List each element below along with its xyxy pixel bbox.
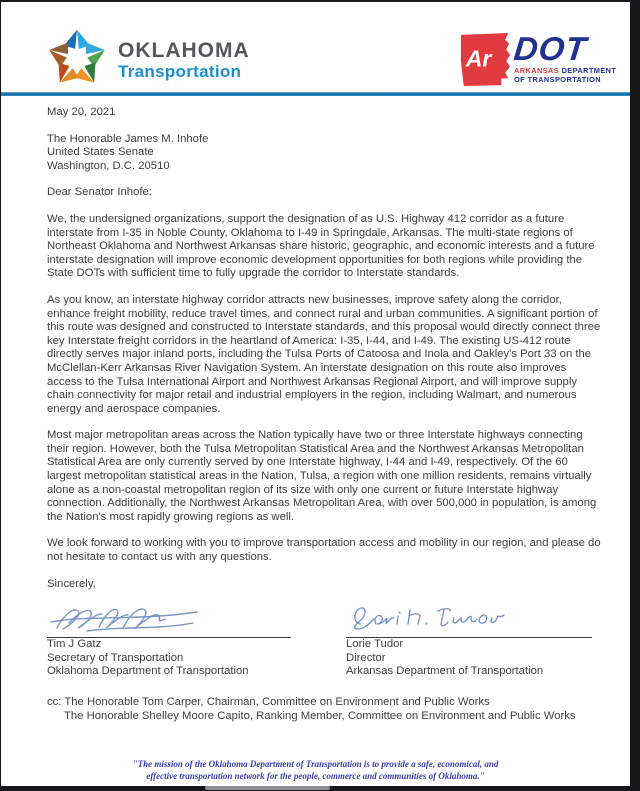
signatory-org: Arkansas Department of Transportation bbox=[346, 665, 544, 678]
ardot-department-label: DEPARTMENT bbox=[561, 65, 617, 75]
signatory-title: Director bbox=[346, 651, 386, 664]
paragraph-2: As you know, an interstate highway corridor attracts new businesses, improve safety along the corridor, enhance freight mobility, reduce travel times, and connect rural and urban communities. A significant portion of this route was designed and constructed to Interstate standards, and this proposal would directly connect three key Interstate freight corridors in the heartland of America: I-35, I-44, and I-49. The existing US-412 route directly serves major inland ports, including the Tulsa Ports of Catoosa and Inola and Oakley's Port 33 on the McClellan-Kerr Arkansas River Navigation System. An interstate designation on this route also improves access to the Tulsa International Airport and Northwest Arkansas Regional Airport, and will improve supply chain connectivity for major retail and industrial employers in the region, including Walmart, and numerous energy and aerospace companies. bbox=[47, 293, 601, 415]
mission-line-1: "The mission of the Oklahoma Department of Transportation is to provide a safe, economical, and bbox=[132, 759, 499, 769]
mission-line-2: effective transportation network for the people, commerce and communities of Oklahoma." bbox=[146, 770, 485, 781]
signatory-left bbox=[47, 602, 346, 679]
oklahoma-dot-logo bbox=[45, 27, 250, 91]
tim-gatz-signature bbox=[47, 602, 247, 636]
letter-date: May 20, 2021 bbox=[47, 106, 116, 118]
signatory-title: Secretary of Transportation bbox=[47, 651, 184, 664]
lorie-tudor-signature bbox=[346, 602, 546, 636]
oklahoma-star-icon bbox=[45, 27, 109, 91]
signatory-right bbox=[346, 602, 602, 679]
ardot-arkansas-label: ARKANSAS bbox=[514, 65, 560, 75]
cc-line-1: cc: The Honorable Tom Carper, Chairman, Committee on Environment and Public Works bbox=[47, 696, 490, 708]
signatory-name: Lorie Tudor bbox=[346, 638, 404, 651]
letter-content bbox=[47, 106, 602, 723]
ardot-subtitle-line1 bbox=[514, 67, 616, 74]
cc-block bbox=[47, 696, 602, 723]
paragraph-3: Most major metropolitan areas across the Nation typically have two or three Interstate highways connecting their region. However, both the Tulsa Metropolitan Statistical Area and the Northwest Arkansas Metropolitan Statistical Area are only currently served by one Interstate highway, I-44 and I-49, respectively. Of the 60 largest metropolitan statistical areas in the Nation, Tulsa, a region with one million residents, remains virtually alone as a non-coastal metropolitan region of its size with only one current or future Interstate highway connection. Additionally, the Northwest Arkansas Metropolitan Area, with over 500,000 in population, is among the Nation's most rapidly growing regions as well. bbox=[47, 429, 597, 523]
recipient-name: The Honorable James M. Inhofe bbox=[47, 132, 209, 145]
recipient-org: United States Senate bbox=[47, 146, 154, 159]
mission-statement bbox=[1, 759, 630, 782]
letter-page bbox=[1, 2, 630, 786]
salutation: Dear Senator Inhofe: bbox=[47, 186, 152, 199]
ardot-dot-wordmark: DOT bbox=[512, 30, 589, 67]
signatory-org: Oklahoma Department of Transportation bbox=[47, 665, 249, 678]
arkansas-state-icon bbox=[458, 30, 512, 90]
recipient-city: Washington, D.C. 20510 bbox=[47, 159, 170, 172]
closing: Sincerely, bbox=[47, 577, 96, 590]
paragraph-1: We, the undersigned organizations, support the designation of as U.S. Highway 412 corridor as a future interstate from I-35 in Noble County, Oklahoma to I-49 in Springdale, Arkansas. The multi-state regions of Northeast Oklahoma and Northwest Arkansas share historic, geographic, and economic interests and a future interstate designation will improve economic development opportunities for both regions while providing the State DOTs with sufficient time to fully upgrade the corridor to Interstate standards. bbox=[47, 212, 595, 280]
oklahoma-transportation-label: Transportation bbox=[118, 62, 242, 81]
ardot-logo bbox=[458, 30, 616, 90]
recipient-address bbox=[47, 133, 602, 174]
oklahoma-wordmark: OKLAHOMA bbox=[118, 39, 250, 62]
ardot-subtitle-line2: OF TRANSPORTATION bbox=[514, 74, 601, 84]
header-divider-rule bbox=[1, 92, 630, 96]
signature-block bbox=[47, 602, 602, 679]
ar-letters: Ar bbox=[465, 45, 492, 72]
paragraph-4: We look forward to working with you to improve transportation access and mobility in our region, and please do not hesitate to contact us with any questions. bbox=[47, 537, 601, 564]
cc-line-2: The Honorable Shelley Moore Capito, Ranking Member, Committee on Environment and Public Works bbox=[64, 709, 576, 722]
horizontal-scrollbar-thumb[interactable] bbox=[205, 786, 330, 790]
signatory-name: Tim J Gatz bbox=[47, 638, 102, 651]
